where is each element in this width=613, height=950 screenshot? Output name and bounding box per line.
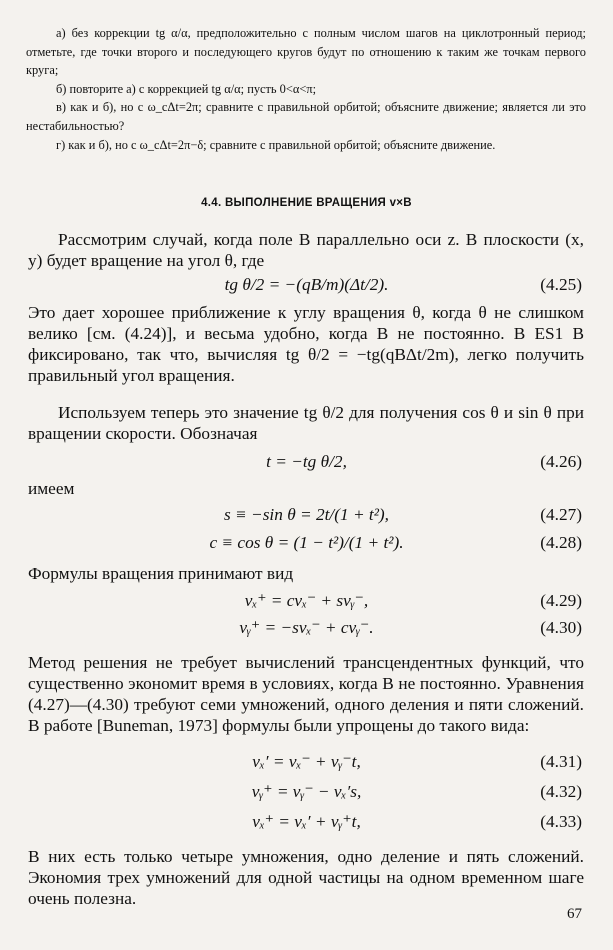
equation-number: (4.29) (540, 591, 582, 610)
equation-number: (4.25) (540, 275, 582, 294)
equation-number: (4.26) (540, 452, 582, 471)
paragraph-rotation-formulas: Формулы вращения принимают вид (28, 564, 294, 583)
paragraph-method: Метод решения не требует вычислений трансцендентных функций, что существенно экономит время в условиях, когда B не постоянно. Уравнения (4.27)—(4.30) требуют семи умножений, одного деления и пяти сложений. В работе [Buneman, 1973] формулы были упрощены до такого вида: (28, 653, 584, 735)
equation-4-33 (0, 812, 613, 834)
equation-formula: t = −tg θ/2, (266, 452, 347, 471)
section-heading: 4.4. ВЫПОЛНЕНИЕ ВРАЩЕНИЯ v×B (201, 197, 412, 209)
equation-formula: s ≡ −sin θ = 2t/(1 + t²), (224, 505, 389, 524)
page-number: 67 (567, 906, 582, 922)
exercise-a: а) без коррекции tg α/α, предположительно с полным числом шагов на циклотронный период; отметьте, где точки второго и последующего кругов будут по отношению к таким же точкам первого круга; (26, 26, 586, 78)
equation-4-31 (0, 752, 613, 774)
paragraph-conclusion: В них есть только четыре умножения, одно деление и пять сложений. Экономия трех умножений для одной частицы на одном временном шаге очень полезна. (28, 847, 584, 908)
equation-4-28 (0, 533, 613, 555)
equation-formula: vᵧ⁺ = −svₓ⁻ + cvᵧ⁻. (239, 618, 374, 637)
equation-formula: vₓ⁺ = vₓ′ + vᵧ⁺t, (252, 812, 361, 831)
exercise-c: в) как и б), но с ω_cΔt=2π; сравните с правильной орбитой; объясните движение; является ли это нестабильностью? (26, 100, 586, 133)
equation-number: (4.31) (540, 752, 582, 771)
equation-number: (4.33) (540, 812, 582, 831)
exercise-d: г) как и б), но с ω_cΔt=2π−δ; сравните с правильной орбитой; объясните движение. (56, 137, 496, 152)
equation-4-29 (0, 591, 613, 613)
paragraph-approximation: Это дает хорошее приближение к углу вращения θ, когда θ не слишком велико [см. (4.24)], и весьма удобно, когда B не постоянно. В ES1 B фиксировано, так что, вычисляя tg θ/2 = −tg(qBΔt/2m), легко получить правильный угол вращения. (28, 303, 584, 385)
equation-formula: vₓ⁺ = cvₓ⁻ + svᵧ⁻, (244, 591, 369, 610)
equation-number: (4.28) (540, 533, 582, 552)
equation-number: (4.30) (540, 618, 582, 637)
equation-formula: vᵧ⁺ = vᵧ⁻ − vₓ′s, (251, 782, 362, 801)
exercise-b: б) повторите а) с коррекцией tg α/α; пусть 0<α<π; (56, 81, 317, 96)
equation-formula: vₓ′ = vₓ⁻ + vᵧ⁻t, (252, 752, 361, 771)
equation-4-30 (0, 618, 613, 640)
paragraph-intro: Рассмотрим случай, когда поле B параллельно оси z. В плоскости (x, y) будет вращение на угол θ, где (28, 230, 584, 270)
equation-4-27 (0, 505, 613, 527)
equation-4-25 (0, 275, 613, 297)
exercise-list (26, 24, 586, 154)
equation-formula: tg θ/2 = −(qB/m)(Δt/2). (224, 275, 389, 294)
equation-formula: c ≡ cos θ = (1 − t²)/(1 + t²). (209, 533, 404, 552)
equation-4-32 (0, 782, 613, 804)
paragraph-use-value: Используем теперь это значение tg θ/2 для получения cos θ и sin θ при вращении скорости. Обозначая (28, 403, 584, 443)
equation-number: (4.32) (540, 782, 582, 801)
equation-number: (4.27) (540, 505, 582, 524)
paragraph-we-have: имеем (28, 479, 75, 498)
equation-4-26 (0, 452, 613, 474)
